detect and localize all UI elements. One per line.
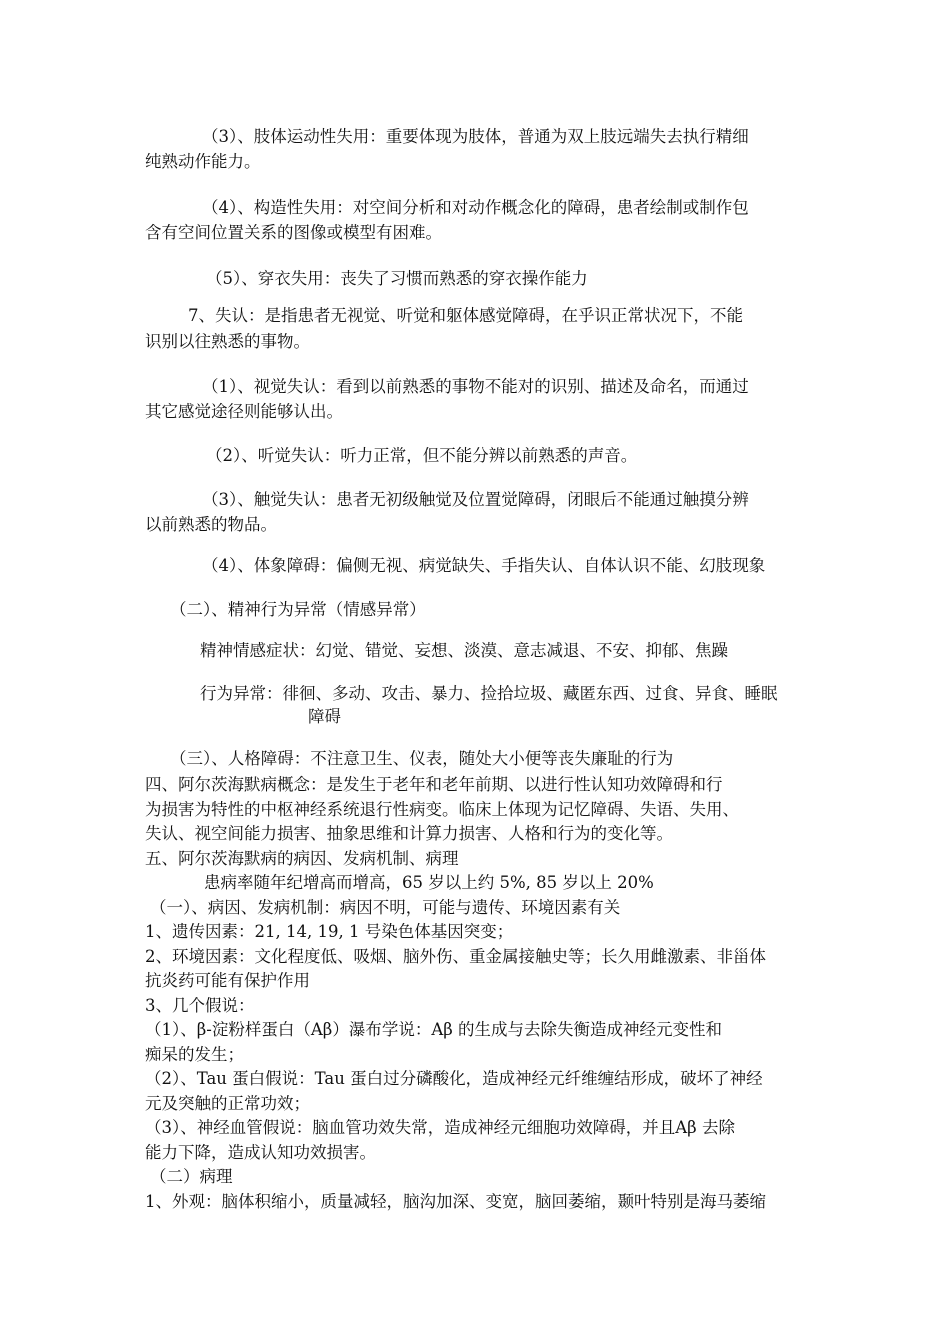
text-line: 痴呆的发生； [145,1045,244,1064]
section-heading: （一）、病因、发病机制：病因不明，可能与遗传、环境因素有关 [150,898,621,917]
text-line: （3）、触觉失认：患者无初级触觉及位置觉障碍，闭眼后不能通过触摸分辨 [202,490,749,509]
text-line: （5）、穿衣失用：丧失了习惯而熟悉的穿衣操作能力 [206,269,588,288]
text-line: （2）、听觉失认：听力正常，但不能分辨以前熟悉的声音。 [206,446,638,465]
text-line: 失认、视空间能力损害、抽象思维和计算力损害、人格和行为的变化等。 [145,824,673,843]
section-heading: （三）、人格障碍：不注意卫生、仪表，随处大小便等丧失廉耻的行为 [170,749,674,768]
text-line: 识别以往熟悉的事物。 [145,332,310,351]
text-line: （2）、Tau 蛋白假说：Tau 蛋白过分磷酸化，造成神经元纤维缠结形成，破坏了神经 [145,1069,763,1088]
text-line: 3、几个假说： [145,996,255,1015]
section-heading: （二）、精神行为异常（情感异常） [170,600,426,619]
text-line: （3）、神经血管假说：脑血管功效失常，造成神经元细胞功效障碍，并且Aβ 去除 [145,1118,735,1137]
text-line: 7、失认：是指患者无视觉、听觉和躯体感觉障碍，在乎识正常状况下，不能 [188,306,743,325]
text-line: 患病率随年纪增高而增高，65 岁以上约 5%, 85 岁以上 20% [204,873,654,892]
text-line: 为损害为特性的中枢神经系统退行性病变。临床上体现为记忆障碍、失语、失用、 [145,800,739,819]
text-line: （3）、肢体运动性失用：重要体现为肢体，普通为双上肢远端失去执行精细 [202,127,749,146]
text-line: 以前熟悉的物品。 [145,515,277,534]
text-line: 精神情感症状：幻觉、错觉、妄想、淡漠、意志减退、不安、抑郁、焦躁 [200,641,728,660]
text-line: 元及突触的正常功效； [145,1094,310,1113]
text-line: （4）、构造性失用：对空间分析和对动作概念化的障碍，患者绘制或制作包 [202,198,749,217]
section-heading: 五、阿尔茨海默病的病因、发病机制、病理 [145,849,459,868]
text-line: 行为异常：徘徊、多动、攻击、暴力、捡拾垃圾、藏匿东西、过食、异食、睡眠 [200,684,778,703]
text-line: 含有空间位置关系的图像或模型有困难。 [145,223,442,242]
text-line: 其它感觉途径则能够认出。 [145,402,343,421]
text-line: 抗炎药可能有保护作用 [145,971,310,990]
text-line: 1、外观：脑体积缩小，质量减轻，脑沟加深、变宽，脑回萎缩，颞叶特别是海马萎缩 [145,1192,766,1211]
text-line: 2、环境因素：文化程度低、吸烟、脑外伤、重金属接触史等；长久用雌激素、非甾体 [145,947,766,966]
text-line: 能力下降，造成认知功效损害。 [145,1143,376,1162]
text-line: （1）、视觉失认：看到以前熟悉的事物不能对的识别、描述及命名，而通过 [202,377,749,396]
text-line: 纯熟动作能力。 [145,152,261,171]
text-line: 障碍 [308,707,341,726]
text-line: （4）、体象障碍：偏侧无视、病觉缺失、手指失认、自体认识不能、幻肢现象 [202,556,766,575]
section-heading: 四、阿尔茨海默病概念：是发生于老年和老年前期、以进行性认知功效障碍和行 [145,775,723,794]
text-line: 1、遗传因素：21, 14, 19, 1 号染色体基因突变； [145,922,514,941]
section-heading: （二）病理 [150,1167,233,1186]
text-line: （1）、β-淀粉样蛋白（Aβ）瀑布学说：Aβ 的生成与去除失衡造成神经元变性和 [145,1020,723,1039]
